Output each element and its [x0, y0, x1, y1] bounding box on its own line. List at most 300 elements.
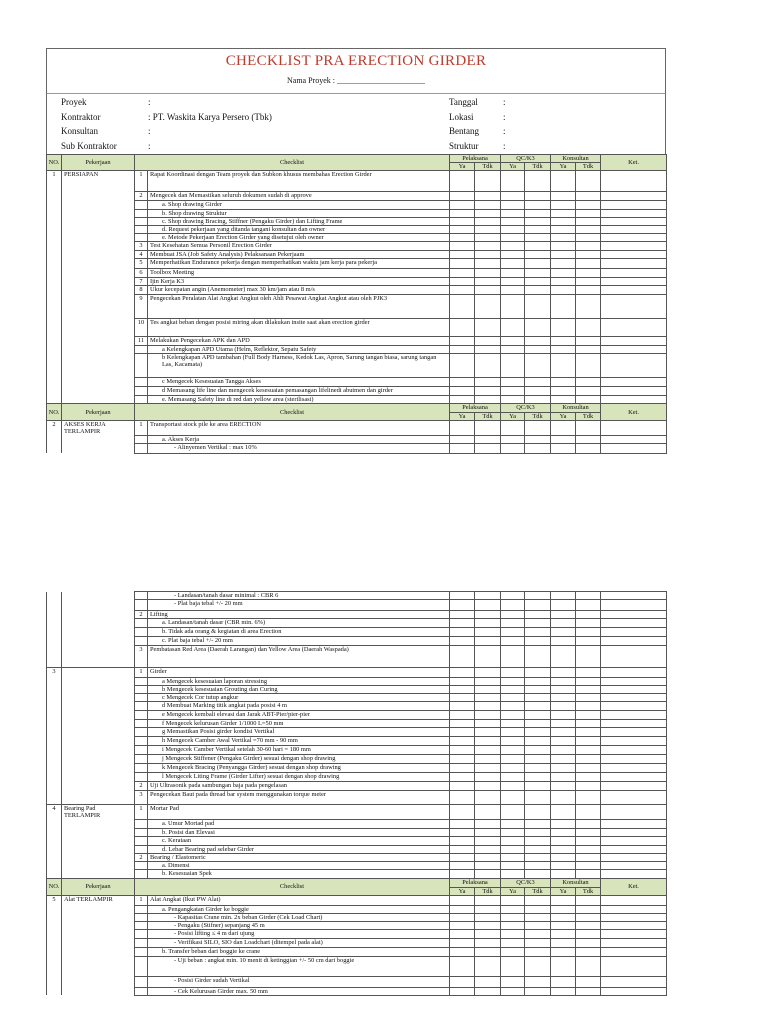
qc-ya-checkbox[interactable]: [501, 905, 525, 913]
qc-ya-checkbox[interactable]: [501, 685, 525, 693]
qc-tdk-checkbox[interactable]: [525, 694, 551, 702]
pelaksana-ya-checkbox[interactable]: [450, 728, 475, 737]
konsultan-tdk-checkbox[interactable]: [576, 337, 601, 346]
konsultan-ya-checkbox[interactable]: [551, 939, 576, 948]
pelaksana-tdk-checkbox[interactable]: [475, 948, 501, 956]
qc-ya-checkbox[interactable]: [501, 870, 525, 879]
qc-ya-checkbox[interactable]: [501, 845, 525, 853]
konsultan-tdk-checkbox[interactable]: [576, 763, 601, 772]
qc-ya-checkbox[interactable]: [501, 948, 525, 956]
qc-ya-checkbox[interactable]: [501, 354, 525, 378]
konsultan-tdk-checkbox[interactable]: [576, 781, 601, 790]
konsultan-tdk-checkbox[interactable]: [576, 600, 601, 611]
qc-tdk-checkbox[interactable]: [525, 956, 551, 976]
qc-ya-checkbox[interactable]: [501, 819, 525, 828]
konsultan-tdk-checkbox[interactable]: [576, 922, 601, 930]
konsultan-tdk-checkbox[interactable]: [576, 645, 601, 667]
konsultan-tdk-checkbox[interactable]: [576, 258, 601, 268]
konsultan-ya-checkbox[interactable]: [551, 234, 576, 242]
qc-tdk-checkbox[interactable]: [525, 685, 551, 693]
qc-tdk-checkbox[interactable]: [525, 242, 551, 250]
konsultan-tdk-checkbox[interactable]: [576, 819, 601, 828]
qc-ya-checkbox[interactable]: [501, 378, 525, 387]
konsultan-ya-checkbox[interactable]: [551, 209, 576, 217]
pelaksana-ya-checkbox[interactable]: [450, 895, 475, 905]
konsultan-ya-checkbox[interactable]: [551, 930, 576, 939]
konsultan-ya-checkbox[interactable]: [551, 443, 576, 453]
konsultan-tdk-checkbox[interactable]: [576, 828, 601, 836]
pelaksana-ya-checkbox[interactable]: [450, 685, 475, 693]
qc-tdk-checkbox[interactable]: [525, 378, 551, 387]
konsultan-tdk-checkbox[interactable]: [576, 790, 601, 804]
pelaksana-tdk-checkbox[interactable]: [475, 804, 501, 819]
konsultan-ya-checkbox[interactable]: [551, 987, 576, 995]
qc-ya-checkbox[interactable]: [501, 930, 525, 939]
pelaksana-tdk-checkbox[interactable]: [475, 226, 501, 234]
konsultan-ya-checkbox[interactable]: [551, 354, 576, 378]
konsultan-tdk-checkbox[interactable]: [576, 396, 601, 404]
qc-ya-checkbox[interactable]: [501, 234, 525, 242]
konsultan-tdk-checkbox[interactable]: [576, 268, 601, 277]
pelaksana-tdk-checkbox[interactable]: [475, 435, 501, 443]
pelaksana-tdk-checkbox[interactable]: [475, 378, 501, 387]
konsultan-ya-checkbox[interactable]: [551, 870, 576, 879]
qc-ya-checkbox[interactable]: [501, 387, 525, 396]
pelaksana-ya-checkbox[interactable]: [450, 295, 475, 319]
konsultan-tdk-checkbox[interactable]: [576, 420, 601, 435]
pelaksana-ya-checkbox[interactable]: [450, 711, 475, 720]
pelaksana-ya-checkbox[interactable]: [450, 737, 475, 745]
pelaksana-ya-checkbox[interactable]: [450, 939, 475, 948]
konsultan-tdk-checkbox[interactable]: [576, 956, 601, 976]
konsultan-tdk-checkbox[interactable]: [576, 242, 601, 250]
konsultan-ya-checkbox[interactable]: [551, 337, 576, 346]
pelaksana-tdk-checkbox[interactable]: [475, 636, 501, 645]
pelaksana-tdk-checkbox[interactable]: [475, 354, 501, 378]
pelaksana-tdk-checkbox[interactable]: [475, 387, 501, 396]
qc-tdk-checkbox[interactable]: [525, 745, 551, 754]
konsultan-ya-checkbox[interactable]: [551, 845, 576, 853]
pelaksana-tdk-checkbox[interactable]: [475, 234, 501, 242]
konsultan-ya-checkbox[interactable]: [551, 895, 576, 905]
pelaksana-ya-checkbox[interactable]: [450, 226, 475, 234]
qc-tdk-checkbox[interactable]: [525, 677, 551, 685]
pelaksana-tdk-checkbox[interactable]: [475, 737, 501, 745]
konsultan-ya-checkbox[interactable]: [551, 627, 576, 636]
pelaksana-tdk-checkbox[interactable]: [475, 242, 501, 250]
pelaksana-ya-checkbox[interactable]: [450, 337, 475, 346]
pelaksana-ya-checkbox[interactable]: [450, 250, 475, 258]
qc-tdk-checkbox[interactable]: [525, 268, 551, 277]
qc-ya-checkbox[interactable]: [501, 702, 525, 711]
qc-ya-checkbox[interactable]: [501, 217, 525, 225]
qc-ya-checkbox[interactable]: [501, 828, 525, 836]
pelaksana-tdk-checkbox[interactable]: [475, 956, 501, 976]
qc-ya-checkbox[interactable]: [501, 346, 525, 354]
konsultan-ya-checkbox[interactable]: [551, 737, 576, 745]
pelaksana-ya-checkbox[interactable]: [450, 819, 475, 828]
qc-tdk-checkbox[interactable]: [525, 250, 551, 258]
qc-ya-checkbox[interactable]: [501, 862, 525, 870]
konsultan-tdk-checkbox[interactable]: [576, 870, 601, 879]
pelaksana-tdk-checkbox[interactable]: [475, 870, 501, 879]
pelaksana-ya-checkbox[interactable]: [450, 702, 475, 711]
qc-tdk-checkbox[interactable]: [525, 853, 551, 861]
konsultan-tdk-checkbox[interactable]: [576, 192, 601, 201]
qc-tdk-checkbox[interactable]: [525, 443, 551, 453]
qc-tdk-checkbox[interactable]: [525, 790, 551, 804]
qc-tdk-checkbox[interactable]: [525, 600, 551, 611]
pelaksana-tdk-checkbox[interactable]: [475, 443, 501, 453]
qc-ya-checkbox[interactable]: [501, 836, 525, 845]
qc-ya-checkbox[interactable]: [501, 242, 525, 250]
konsultan-ya-checkbox[interactable]: [551, 600, 576, 611]
qc-ya-checkbox[interactable]: [501, 268, 525, 277]
qc-ya-checkbox[interactable]: [501, 171, 525, 192]
qc-tdk-checkbox[interactable]: [525, 763, 551, 772]
qc-tdk-checkbox[interactable]: [525, 754, 551, 763]
konsultan-ya-checkbox[interactable]: [551, 667, 576, 677]
qc-tdk-checkbox[interactable]: [525, 895, 551, 905]
qc-tdk-checkbox[interactable]: [525, 781, 551, 790]
qc-tdk-checkbox[interactable]: [525, 396, 551, 404]
konsultan-ya-checkbox[interactable]: [551, 685, 576, 693]
pelaksana-ya-checkbox[interactable]: [450, 435, 475, 443]
pelaksana-tdk-checkbox[interactable]: [475, 268, 501, 277]
qc-ya-checkbox[interactable]: [501, 396, 525, 404]
konsultan-tdk-checkbox[interactable]: [576, 685, 601, 693]
konsultan-ya-checkbox[interactable]: [551, 396, 576, 404]
pelaksana-ya-checkbox[interactable]: [450, 627, 475, 636]
qc-tdk-checkbox[interactable]: [525, 420, 551, 435]
pelaksana-tdk-checkbox[interactable]: [475, 611, 501, 619]
qc-tdk-checkbox[interactable]: [525, 337, 551, 346]
konsultan-tdk-checkbox[interactable]: [576, 627, 601, 636]
qc-tdk-checkbox[interactable]: [525, 913, 551, 921]
qc-ya-checkbox[interactable]: [501, 645, 525, 667]
pelaksana-tdk-checkbox[interactable]: [475, 922, 501, 930]
qc-ya-checkbox[interactable]: [501, 667, 525, 677]
pelaksana-tdk-checkbox[interactable]: [475, 209, 501, 217]
pelaksana-tdk-checkbox[interactable]: [475, 258, 501, 268]
pelaksana-tdk-checkbox[interactable]: [475, 277, 501, 285]
qc-ya-checkbox[interactable]: [501, 209, 525, 217]
qc-ya-checkbox[interactable]: [501, 895, 525, 905]
qc-ya-checkbox[interactable]: [501, 939, 525, 948]
konsultan-ya-checkbox[interactable]: [551, 948, 576, 956]
pelaksana-tdk-checkbox[interactable]: [475, 702, 501, 711]
qc-ya-checkbox[interactable]: [501, 720, 525, 728]
qc-ya-checkbox[interactable]: [501, 192, 525, 201]
konsultan-ya-checkbox[interactable]: [551, 763, 576, 772]
qc-tdk-checkbox[interactable]: [525, 645, 551, 667]
qc-tdk-checkbox[interactable]: [525, 948, 551, 956]
qc-ya-checkbox[interactable]: [501, 772, 525, 781]
konsultan-ya-checkbox[interactable]: [551, 611, 576, 619]
konsultan-ya-checkbox[interactable]: [551, 277, 576, 285]
qc-tdk-checkbox[interactable]: [525, 286, 551, 295]
pelaksana-tdk-checkbox[interactable]: [475, 763, 501, 772]
konsultan-ya-checkbox[interactable]: [551, 781, 576, 790]
qc-ya-checkbox[interactable]: [501, 781, 525, 790]
qc-ya-checkbox[interactable]: [501, 258, 525, 268]
qc-tdk-checkbox[interactable]: [525, 627, 551, 636]
pelaksana-ya-checkbox[interactable]: [450, 258, 475, 268]
pelaksana-ya-checkbox[interactable]: [450, 781, 475, 790]
konsultan-ya-checkbox[interactable]: [551, 976, 576, 987]
pelaksana-tdk-checkbox[interactable]: [475, 728, 501, 737]
pelaksana-ya-checkbox[interactable]: [450, 396, 475, 404]
pelaksana-ya-checkbox[interactable]: [450, 976, 475, 987]
konsultan-ya-checkbox[interactable]: [551, 286, 576, 295]
qc-tdk-checkbox[interactable]: [525, 720, 551, 728]
pelaksana-tdk-checkbox[interactable]: [475, 600, 501, 611]
konsultan-ya-checkbox[interactable]: [551, 242, 576, 250]
konsultan-tdk-checkbox[interactable]: [576, 667, 601, 677]
pelaksana-tdk-checkbox[interactable]: [475, 930, 501, 939]
pelaksana-ya-checkbox[interactable]: [450, 836, 475, 845]
konsultan-tdk-checkbox[interactable]: [576, 378, 601, 387]
pelaksana-tdk-checkbox[interactable]: [475, 286, 501, 295]
konsultan-tdk-checkbox[interactable]: [576, 728, 601, 737]
qc-ya-checkbox[interactable]: [501, 737, 525, 745]
konsultan-ya-checkbox[interactable]: [551, 592, 576, 600]
pelaksana-tdk-checkbox[interactable]: [475, 667, 501, 677]
konsultan-ya-checkbox[interactable]: [551, 420, 576, 435]
konsultan-tdk-checkbox[interactable]: [576, 234, 601, 242]
qc-tdk-checkbox[interactable]: [525, 862, 551, 870]
pelaksana-ya-checkbox[interactable]: [450, 804, 475, 819]
pelaksana-tdk-checkbox[interactable]: [475, 685, 501, 693]
konsultan-tdk-checkbox[interactable]: [576, 226, 601, 234]
qc-tdk-checkbox[interactable]: [525, 295, 551, 319]
konsultan-tdk-checkbox[interactable]: [576, 905, 601, 913]
pelaksana-tdk-checkbox[interactable]: [475, 192, 501, 201]
konsultan-tdk-checkbox[interactable]: [576, 976, 601, 987]
qc-tdk-checkbox[interactable]: [525, 592, 551, 600]
qc-ya-checkbox[interactable]: [501, 711, 525, 720]
pelaksana-ya-checkbox[interactable]: [450, 234, 475, 242]
qc-ya-checkbox[interactable]: [501, 956, 525, 976]
qc-tdk-checkbox[interactable]: [525, 870, 551, 879]
konsultan-ya-checkbox[interactable]: [551, 226, 576, 234]
pelaksana-tdk-checkbox[interactable]: [475, 836, 501, 845]
pelaksana-ya-checkbox[interactable]: [450, 277, 475, 285]
qc-ya-checkbox[interactable]: [501, 611, 525, 619]
qc-ya-checkbox[interactable]: [501, 619, 525, 627]
konsultan-ya-checkbox[interactable]: [551, 711, 576, 720]
pelaksana-tdk-checkbox[interactable]: [475, 987, 501, 995]
konsultan-tdk-checkbox[interactable]: [576, 319, 601, 337]
qc-ya-checkbox[interactable]: [501, 201, 525, 209]
qc-tdk-checkbox[interactable]: [525, 905, 551, 913]
qc-tdk-checkbox[interactable]: [525, 258, 551, 268]
qc-ya-checkbox[interactable]: [501, 922, 525, 930]
qc-tdk-checkbox[interactable]: [525, 611, 551, 619]
pelaksana-ya-checkbox[interactable]: [450, 922, 475, 930]
konsultan-tdk-checkbox[interactable]: [576, 636, 601, 645]
qc-ya-checkbox[interactable]: [501, 435, 525, 443]
qc-ya-checkbox[interactable]: [501, 600, 525, 611]
konsultan-ya-checkbox[interactable]: [551, 728, 576, 737]
pelaksana-ya-checkbox[interactable]: [450, 319, 475, 337]
pelaksana-ya-checkbox[interactable]: [450, 862, 475, 870]
qc-ya-checkbox[interactable]: [501, 745, 525, 754]
konsultan-tdk-checkbox[interactable]: [576, 804, 601, 819]
konsultan-ya-checkbox[interactable]: [551, 171, 576, 192]
konsultan-ya-checkbox[interactable]: [551, 819, 576, 828]
pelaksana-tdk-checkbox[interactable]: [475, 895, 501, 905]
konsultan-ya-checkbox[interactable]: [551, 619, 576, 627]
qc-tdk-checkbox[interactable]: [525, 217, 551, 225]
pelaksana-ya-checkbox[interactable]: [450, 772, 475, 781]
pelaksana-tdk-checkbox[interactable]: [475, 913, 501, 921]
konsultan-tdk-checkbox[interactable]: [576, 592, 601, 600]
konsultan-tdk-checkbox[interactable]: [576, 720, 601, 728]
pelaksana-tdk-checkbox[interactable]: [475, 396, 501, 404]
pelaksana-ya-checkbox[interactable]: [450, 600, 475, 611]
konsultan-tdk-checkbox[interactable]: [576, 711, 601, 720]
pelaksana-ya-checkbox[interactable]: [450, 592, 475, 600]
qc-tdk-checkbox[interactable]: [525, 804, 551, 819]
qc-tdk-checkbox[interactable]: [525, 319, 551, 337]
qc-tdk-checkbox[interactable]: [525, 922, 551, 930]
pelaksana-ya-checkbox[interactable]: [450, 930, 475, 939]
pelaksana-ya-checkbox[interactable]: [450, 913, 475, 921]
qc-tdk-checkbox[interactable]: [525, 435, 551, 443]
konsultan-tdk-checkbox[interactable]: [576, 836, 601, 845]
konsultan-ya-checkbox[interactable]: [551, 905, 576, 913]
qc-tdk-checkbox[interactable]: [525, 930, 551, 939]
pelaksana-ya-checkbox[interactable]: [450, 209, 475, 217]
qc-ya-checkbox[interactable]: [501, 277, 525, 285]
qc-tdk-checkbox[interactable]: [525, 987, 551, 995]
pelaksana-ya-checkbox[interactable]: [450, 346, 475, 354]
qc-ya-checkbox[interactable]: [501, 592, 525, 600]
konsultan-tdk-checkbox[interactable]: [576, 895, 601, 905]
konsultan-tdk-checkbox[interactable]: [576, 694, 601, 702]
qc-ya-checkbox[interactable]: [501, 420, 525, 435]
konsultan-ya-checkbox[interactable]: [551, 378, 576, 387]
konsultan-tdk-checkbox[interactable]: [576, 702, 601, 711]
pelaksana-ya-checkbox[interactable]: [450, 268, 475, 277]
konsultan-tdk-checkbox[interactable]: [576, 930, 601, 939]
konsultan-ya-checkbox[interactable]: [551, 636, 576, 645]
pelaksana-tdk-checkbox[interactable]: [475, 619, 501, 627]
konsultan-ya-checkbox[interactable]: [551, 694, 576, 702]
pelaksana-tdk-checkbox[interactable]: [475, 845, 501, 853]
qc-tdk-checkbox[interactable]: [525, 636, 551, 645]
pelaksana-ya-checkbox[interactable]: [450, 611, 475, 619]
pelaksana-ya-checkbox[interactable]: [450, 845, 475, 853]
pelaksana-tdk-checkbox[interactable]: [475, 939, 501, 948]
pelaksana-ya-checkbox[interactable]: [450, 286, 475, 295]
pelaksana-ya-checkbox[interactable]: [450, 720, 475, 728]
konsultan-ya-checkbox[interactable]: [551, 346, 576, 354]
konsultan-tdk-checkbox[interactable]: [576, 677, 601, 685]
pelaksana-tdk-checkbox[interactable]: [475, 862, 501, 870]
qc-tdk-checkbox[interactable]: [525, 845, 551, 853]
pelaksana-ya-checkbox[interactable]: [450, 828, 475, 836]
konsultan-ya-checkbox[interactable]: [551, 387, 576, 396]
pelaksana-ya-checkbox[interactable]: [450, 645, 475, 667]
konsultan-tdk-checkbox[interactable]: [576, 948, 601, 956]
qc-ya-checkbox[interactable]: [501, 636, 525, 645]
pelaksana-tdk-checkbox[interactable]: [475, 781, 501, 790]
pelaksana-ya-checkbox[interactable]: [450, 667, 475, 677]
pelaksana-ya-checkbox[interactable]: [450, 694, 475, 702]
konsultan-tdk-checkbox[interactable]: [576, 754, 601, 763]
qc-tdk-checkbox[interactable]: [525, 201, 551, 209]
qc-tdk-checkbox[interactable]: [525, 728, 551, 737]
qc-ya-checkbox[interactable]: [501, 763, 525, 772]
pelaksana-ya-checkbox[interactable]: [450, 745, 475, 754]
pelaksana-tdk-checkbox[interactable]: [475, 976, 501, 987]
konsultan-ya-checkbox[interactable]: [551, 922, 576, 930]
qc-tdk-checkbox[interactable]: [525, 619, 551, 627]
pelaksana-tdk-checkbox[interactable]: [475, 853, 501, 861]
qc-ya-checkbox[interactable]: [501, 804, 525, 819]
qc-ya-checkbox[interactable]: [501, 337, 525, 346]
qc-ya-checkbox[interactable]: [501, 694, 525, 702]
konsultan-tdk-checkbox[interactable]: [576, 346, 601, 354]
konsultan-ya-checkbox[interactable]: [551, 677, 576, 685]
konsultan-tdk-checkbox[interactable]: [576, 745, 601, 754]
qc-tdk-checkbox[interactable]: [525, 737, 551, 745]
konsultan-ya-checkbox[interactable]: [551, 913, 576, 921]
konsultan-tdk-checkbox[interactable]: [576, 939, 601, 948]
pelaksana-ya-checkbox[interactable]: [450, 948, 475, 956]
pelaksana-ya-checkbox[interactable]: [450, 443, 475, 453]
qc-tdk-checkbox[interactable]: [525, 828, 551, 836]
pelaksana-tdk-checkbox[interactable]: [475, 828, 501, 836]
pelaksana-ya-checkbox[interactable]: [450, 217, 475, 225]
konsultan-tdk-checkbox[interactable]: [576, 435, 601, 443]
konsultan-tdk-checkbox[interactable]: [576, 295, 601, 319]
pelaksana-ya-checkbox[interactable]: [450, 354, 475, 378]
pelaksana-tdk-checkbox[interactable]: [475, 905, 501, 913]
qc-tdk-checkbox[interactable]: [525, 772, 551, 781]
pelaksana-tdk-checkbox[interactable]: [475, 754, 501, 763]
qc-ya-checkbox[interactable]: [501, 443, 525, 453]
qc-tdk-checkbox[interactable]: [525, 819, 551, 828]
qc-ya-checkbox[interactable]: [501, 627, 525, 636]
konsultan-tdk-checkbox[interactable]: [576, 443, 601, 453]
konsultan-ya-checkbox[interactable]: [551, 258, 576, 268]
qc-tdk-checkbox[interactable]: [525, 354, 551, 378]
konsultan-tdk-checkbox[interactable]: [576, 772, 601, 781]
konsultan-ya-checkbox[interactable]: [551, 772, 576, 781]
pelaksana-ya-checkbox[interactable]: [450, 387, 475, 396]
konsultan-ya-checkbox[interactable]: [551, 862, 576, 870]
pelaksana-tdk-checkbox[interactable]: [475, 627, 501, 636]
qc-ya-checkbox[interactable]: [501, 319, 525, 337]
konsultan-ya-checkbox[interactable]: [551, 192, 576, 201]
konsultan-ya-checkbox[interactable]: [551, 853, 576, 861]
qc-tdk-checkbox[interactable]: [525, 171, 551, 192]
qc-tdk-checkbox[interactable]: [525, 976, 551, 987]
qc-ya-checkbox[interactable]: [501, 728, 525, 737]
pelaksana-ya-checkbox[interactable]: [450, 905, 475, 913]
qc-tdk-checkbox[interactable]: [525, 667, 551, 677]
qc-tdk-checkbox[interactable]: [525, 346, 551, 354]
konsultan-ya-checkbox[interactable]: [551, 250, 576, 258]
konsultan-ya-checkbox[interactable]: [551, 745, 576, 754]
pelaksana-tdk-checkbox[interactable]: [475, 645, 501, 667]
pelaksana-tdk-checkbox[interactable]: [475, 745, 501, 754]
pelaksana-tdk-checkbox[interactable]: [475, 250, 501, 258]
pelaksana-tdk-checkbox[interactable]: [475, 171, 501, 192]
